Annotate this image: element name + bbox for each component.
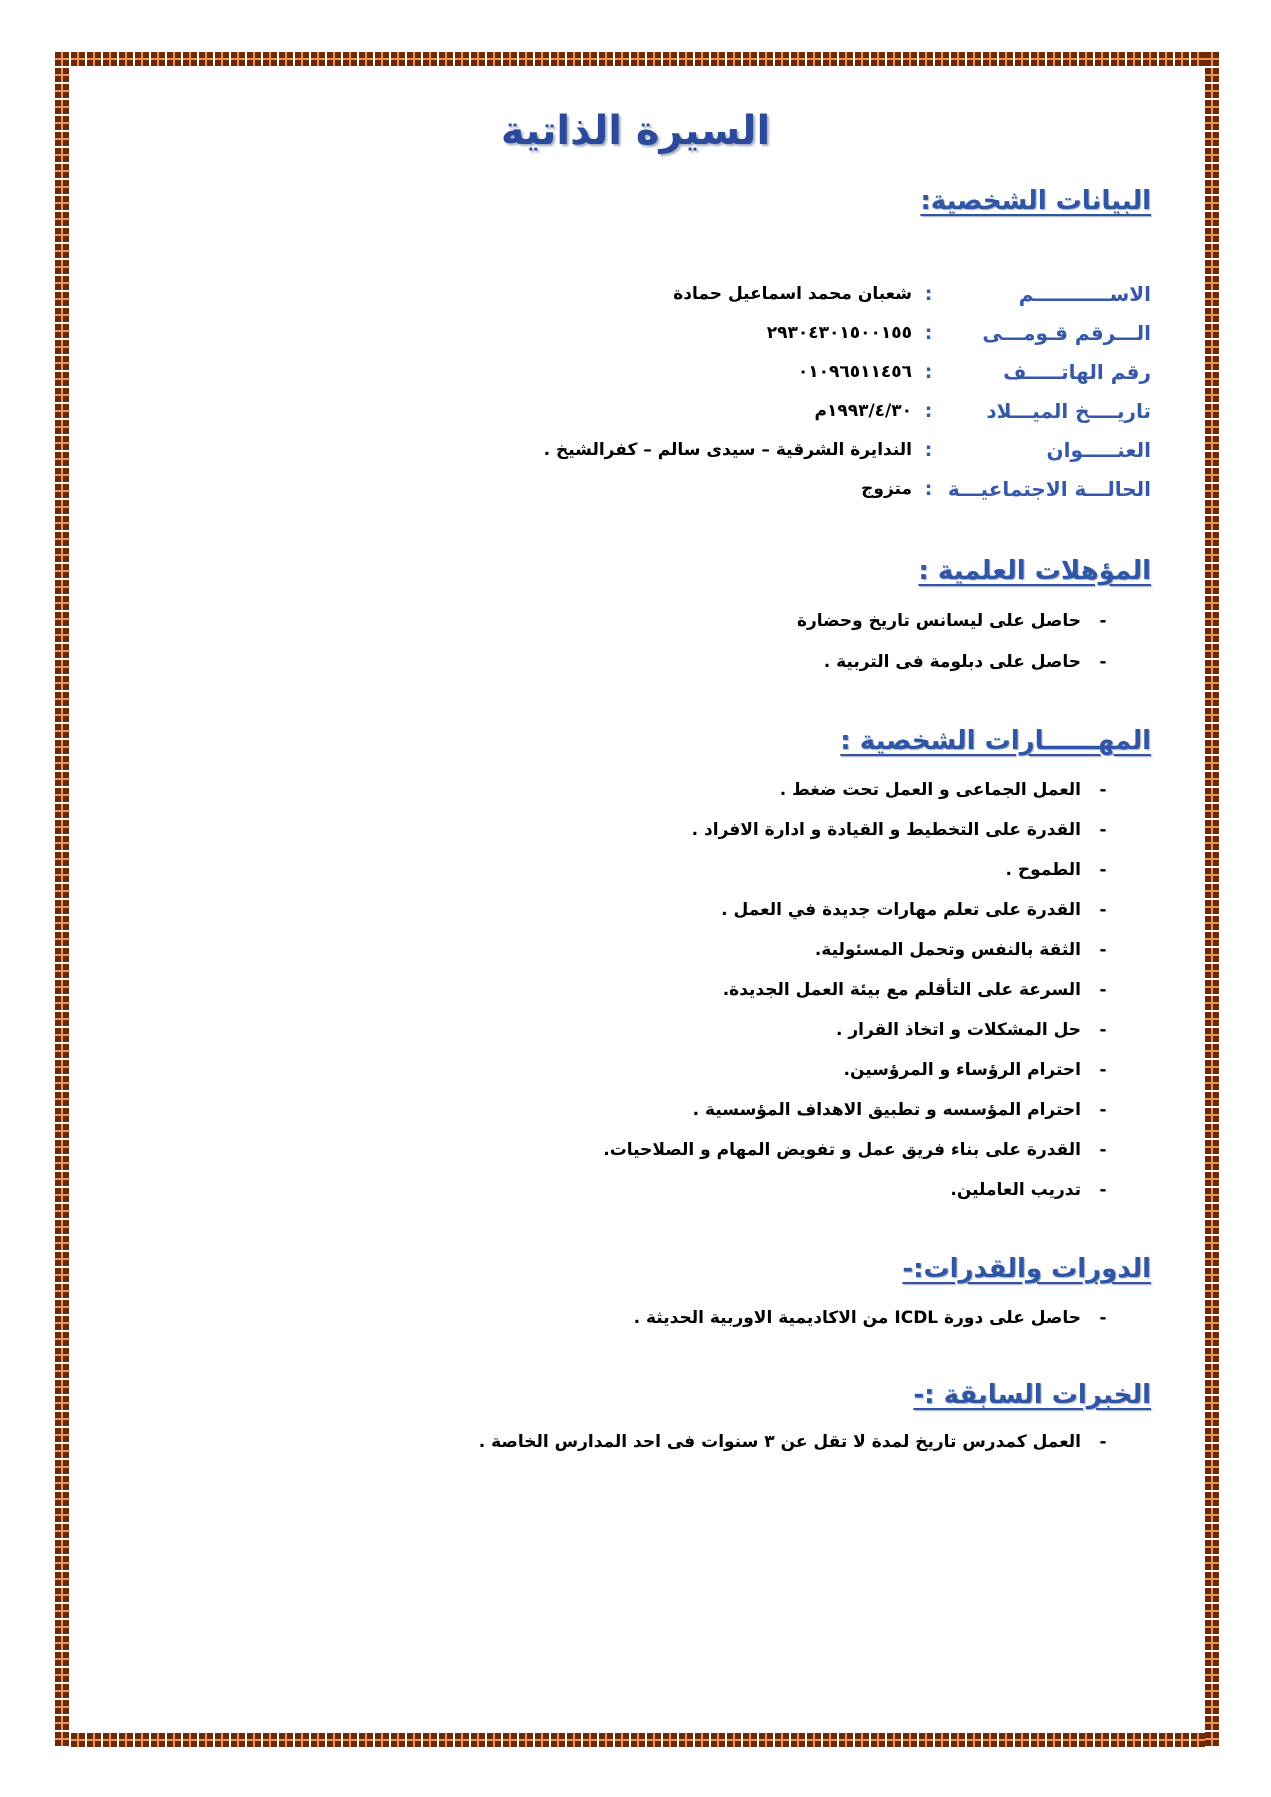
skill-text: تدريب العاملين.: [950, 1180, 1081, 1200]
bullet-dash: -: [1099, 820, 1107, 840]
name-separator: :: [924, 282, 933, 305]
birth-date-separator: :: [924, 399, 933, 422]
skill-text: الثقة بالنفس وتحمل المسئولية.: [814, 940, 1081, 960]
courses-heading: الدورات والقدرات:-: [902, 1254, 1151, 1284]
experience-list: [479, 1422, 1151, 1462]
list-item: [603, 850, 1151, 890]
bullet-dash: -: [1099, 1020, 1107, 1040]
birth-date-label: تاريــــخ الميـــلاد: [986, 398, 1151, 423]
skill-text: القدرة على تعلم مهارات جديدة في العمل .: [721, 900, 1081, 920]
qualifications-heading: المؤهلات العلمية :: [918, 556, 1151, 586]
marital-status-value: متزوج: [861, 478, 912, 499]
list-item: [603, 890, 1151, 930]
address-separator: :: [924, 438, 933, 461]
bullet-dash: -: [1099, 940, 1107, 960]
qualification-text: حاصل على ليسانس تاريخ وحضارة: [796, 610, 1081, 631]
national-id-label: الـــرقم قـومـــى: [982, 320, 1151, 345]
bullet-dash: -: [1099, 1432, 1107, 1452]
name-value: شعبان محمد اسماعيل حمادة: [673, 283, 912, 304]
phone-separator: :: [924, 360, 933, 383]
skill-text: العمل الجماعى و العمل تحت ضغط .: [779, 780, 1081, 800]
bullet-dash: -: [1099, 860, 1107, 880]
personal-data-table: [331, 274, 1151, 508]
phone-value: ٠١٠٩٦٥١١٤٥٦: [797, 361, 912, 382]
list-item: [603, 770, 1151, 810]
bullet-dash: -: [1099, 651, 1107, 672]
list-item: [603, 970, 1151, 1010]
bullet-dash: -: [1099, 1180, 1107, 1200]
list-item: [797, 641, 1151, 682]
skills-heading: المهــــــارات الشخصية :: [840, 726, 1151, 756]
skill-text: الطموح .: [1005, 860, 1081, 880]
decorative-border-bottom: [55, 1733, 1219, 1747]
bullet-dash: -: [1099, 1308, 1107, 1328]
qualification-text: حاصل على دبلومة فى التربية .: [823, 651, 1081, 672]
list-item: [603, 1130, 1151, 1170]
course-text: حاصل على دورة ICDL من الاكاديمية الاوربية الحديثة .: [633, 1308, 1081, 1328]
national-id-separator: :: [924, 321, 933, 344]
phone-label: رقم الهاتـــــف: [1003, 359, 1151, 384]
bullet-dash: -: [1099, 1060, 1107, 1080]
decorative-border-top: [55, 52, 1219, 66]
courses-list: [634, 1298, 1151, 1338]
document-title: السيرة الذاتية: [500, 108, 771, 154]
bullet-dash: -: [1099, 1140, 1107, 1160]
decorative-border-left: [55, 52, 69, 1747]
address-label: العنـــــوان: [1046, 437, 1151, 462]
skill-text: احترام الرؤساء و المرؤسين.: [843, 1060, 1081, 1080]
skill-text: السرعة على التأقلم مع بيئة العمل الجديدة.: [722, 980, 1081, 1000]
list-item: [479, 1422, 1151, 1462]
marital-status-label: الحالـــة الاجتماعيـــة: [947, 476, 1151, 501]
bullet-dash: -: [1099, 900, 1107, 920]
name-label: الاســـــــــــم: [1018, 281, 1151, 306]
skill-text: القدرة على التخطيط و القيادة و ادارة الافراد .: [691, 820, 1081, 840]
decorative-border-right: [1205, 52, 1219, 1747]
experience-text: العمل كمدرس تاريخ لمدة لا تقل عن ٣ سنوات فى احد المدارس الخاصة .: [478, 1432, 1081, 1452]
personal-data-heading: البيانات الشخصية:: [920, 186, 1151, 216]
list-item: [603, 1170, 1151, 1210]
skills-list: [603, 770, 1151, 1210]
address-value: الندايرة الشرقية – سيدى سالم – كفرالشيخ .: [543, 439, 912, 460]
national-id-value: ٢٩٣٠٤٣٠١٥٠٠١٥٥: [766, 322, 912, 343]
bullet-dash: -: [1099, 980, 1107, 1000]
list-item: [603, 810, 1151, 850]
experience-heading: الخبرات السابقة :-: [913, 1380, 1151, 1410]
bullet-dash: -: [1099, 1100, 1107, 1120]
qualifications-list: [797, 600, 1151, 682]
list-item: [603, 1010, 1151, 1050]
bullet-dash: -: [1099, 780, 1107, 800]
list-item: [603, 930, 1151, 970]
list-item: [797, 600, 1151, 641]
birth-date-value: ١٩٩٣/٤/٣٠م: [814, 400, 912, 421]
marital-status-separator: :: [924, 477, 933, 500]
skill-text: القدرة على بناء فريق عمل و تفويض المهام و الصلاحيات.: [603, 1140, 1081, 1160]
skill-text: احترام المؤسسه و تطبيق الاهداف المؤسسية .: [692, 1100, 1081, 1120]
skill-text: حل المشكلات و اتخاذ القرار .: [835, 1020, 1081, 1040]
list-item: [634, 1298, 1151, 1338]
list-item: [603, 1090, 1151, 1130]
bullet-dash: -: [1099, 610, 1107, 631]
list-item: [603, 1050, 1151, 1090]
